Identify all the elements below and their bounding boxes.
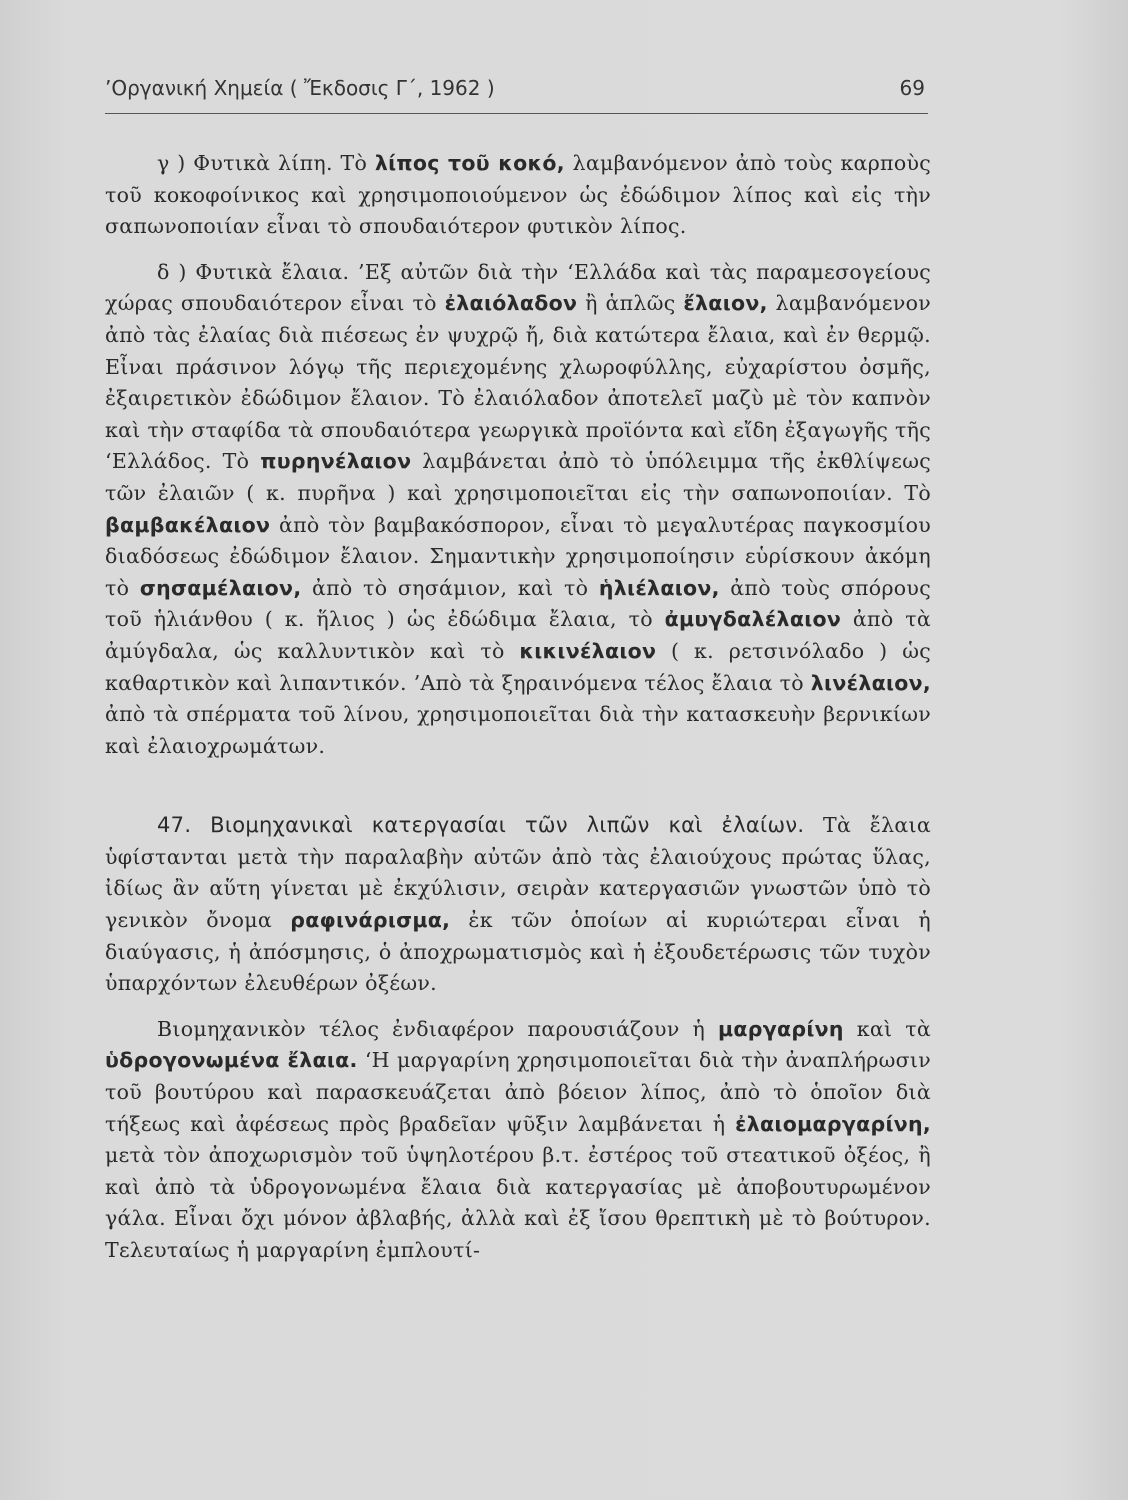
page-number: 69 <box>899 76 925 100</box>
subsection-label-delta: δ ) Φυτικὰ ἔλαια. <box>157 259 350 284</box>
paragraph-margarine: Βιομηχανικὸν τέλος ἐνδιαφέρον παρουσιάζουν ἡ μαργαρίνη καὶ τὰ ὑδρογονωμένα ἔλαια. ‘Η μαργαρίνη χρησιμοποιεῖται διὰ τὴν ἀναπλήρωσιν τοῦ βουτύρου καὶ παρασκευάζεται ἀπὸ βόειον λίπος, ἀπὸ τὸ ὁποῖον διὰ τήξεως καὶ ἀφέσεως πρὸς βραδεῖαν ψῦξιν λαμβάνεται ἡ ἐλαιομαργαρίνη, μετὰ τὸν ἀποχωρισμὸν τοῦ ὑψηλοτέρου β.τ. ἐστέρος τοῦ στεατικοῦ ὀξέος, ἢ καὶ ἀπὸ τὰ ὑδρογονωμένα ἔλαια διὰ κατεργασίας μὲ ἀποβουτυρωμένον γάλα. Εἶναι ὄχι μόνον ἀβλαβής, ἀλλὰ καὶ ἐξ ἴσου θρεπτικὴ μὲ τὸ βούτυρον. Τελευταίως ἡ μαργαρίνη ἐμπλουτί- <box>105 1016 931 1262</box>
paragraph-plant-fats: γ ) Φυτικὰ λίπη. Τὸ λίπος τοῦ κοκό, λαμβανόμενον ἀπὸ τοὺς καρποὺς τοῦ κοκοφοίνικος καὶ χρησιμοποιούμενον ὡς ἐδώδιμον λίπος καὶ εἰς τὴν σαπωνοποιίαν εἶναι τὸ σπουδαιότερον φυτικὸν λίπος. <box>105 151 932 239</box>
term-olive-oil: ἐλαιόλαδον <box>444 291 578 316</box>
term-oil: ἔλαιον, <box>683 291 768 316</box>
section-heading-47: 47. Βιομηχανικαὶ κατεργασίαι τῶν λιπῶν καὶ ἐλαίων. <box>157 813 805 838</box>
section-47-paragraph: 47. Βιομηχανικαὶ κατεργασίαι τῶν λιπῶν καὶ ἐλαίων. Τὰ ἔλαια ὑφίστανται μετὰ τὴν παραλαβὴν αὐτῶν ἀπὸ τὰς ἐλαιούχους πρώτας ὕλας, ἰδίως ἂν αὕτη γίνεται μὲ ἐκχύλισιν, σειρὰν κατεργασιῶν γνωστῶν ὑπὸ τὸ γενικὸν ὄνομα ραφινάρισμα, ἐκ τῶν ὁποίων αἱ κυριώτεραι εἶναι ἡ διαύγασις, ἡ ἀπόσμησις, ὁ ἀποχρωματισμὸς καὶ ἡ ἐξουδετέρωσις τῶν τυχὸν ὑπαρχόντων ἐλευθέρων ὀξέων. <box>105 813 931 996</box>
paragraph-plant-oils: δ ) Φυτικὰ ἔλαια. ’Εξ αὐτῶν διὰ τὴν ‘Ελλάδα καὶ τὰς παραμεσογείους χώρας σπουδαιότερον εἶναι τὸ ἐλαιόλαδον ἢ ἁπλῶς ἔλαιον, λαμβανόμενον ἀπὸ τὰς ἐλαίας διὰ πιέσεως ἐν ψυχρῷ ἤ, διὰ κατώτερα ἔλαια, καὶ ἐν θερμῷ. Εἶναι πράσινον λόγῳ τῆς περιεχομένης χλωροφύλλης, εὐχαρίστου ὀσμῆς, ἐξαιρετικὸν ἐδώδιμον ἔλαιον. Τὸ ἐλαιόλαδον ἀποτελεῖ μαζὺ μὲ τὸν καπνὸν καὶ τὴν σταφίδα τὰ σπουδαιότερα γεωργικὰ προϊόντα καὶ εἴδη ἐξαγωγῆς τῆς ‘Ελλάδος. Τὸ πυρηνέλαιον λαμβάνεται ἀπὸ τὸ ὑπόλειμμα τῆς ἐκθλίψεως τῶν ἐλαιῶν ( κ. πυρῆνα ) καὶ χρησιμοποιεῖται εἰς τὴν σαπωνοποιίαν. Τὸ βαμβακέλαιον ἀπὸ τὸν βαμβακόσπορον, εἶναι τὸ μεγαλυτέρας παγκοσμίου διαδόσεως ἐδώδιμον ἔλαιον. Σημαντικὴν χρησιμοποίησιν εὑρίσκουν ἀκόμη τὸ σησαμέλαιον, ἀπὸ τὸ σησάμιον, καὶ τὸ ἡλιέλαιον, ἀπὸ τοὺς σπόρους τοῦ ἡλιάνθου ( κ. ἥλιος ) ὡς ἐδώδιμα ἔλαια, τὸ ἀμυγδαλέλαιον ἀπὸ τὰ ἀμύγδαλα, ὡς καλλυντικὸν καὶ τὸ κικινέλαιον ( κ. ρετσινόλαδο ) ὡς καθαρτικὸν καὶ λιπαντικόν. ’Απὸ τὰ ξηραινόμενα τέλος ἔλαια τὸ λινέλαιον, ἀπὸ τὰ σπέρματα τοῦ λίνου, χρησιμοποιεῖται διὰ τὴν κατασκευὴν βερνικίων καὶ ἐλαιοχρωμάτων. <box>105 259 931 758</box>
term-linseed-oil: λινέλαιον, <box>810 670 931 695</box>
subsection-label-gamma: γ ) Φυτικὰ λίπη. <box>157 151 333 175</box>
term-castor-oil: κικινέλαιον <box>519 638 657 663</box>
term-refining: ραφινάρισμα, <box>290 908 451 933</box>
running-title: ’Οργανική Χημεία ( Ἔκδοσις Γ΄, 1962 ) <box>105 76 495 100</box>
term-sunflower-oil: ἡλιέλαιον, <box>598 575 720 600</box>
running-header <box>105 76 925 100</box>
term-pomace-oil: πυρηνέλαιον <box>260 449 412 474</box>
term-oleomargarine: ἐλαιομαργαρίνη, <box>735 1111 931 1136</box>
page-body <box>105 148 931 1267</box>
term-sesame-oil: σησαμέλαιον, <box>139 575 302 600</box>
term-cottonseed-oil: βαμβακέλαιον <box>105 512 271 537</box>
header-rule <box>105 113 928 114</box>
term-almond-oil: ἀμυγδαλέλαιον <box>664 607 842 632</box>
term-coconut-fat: λίπος τοῦ κοκό, <box>374 151 565 175</box>
term-hydrogenated-oils: ὑδρογονωμένα ἔλαια. <box>105 1048 358 1073</box>
term-margarine: μαργαρίνη <box>717 1016 844 1041</box>
